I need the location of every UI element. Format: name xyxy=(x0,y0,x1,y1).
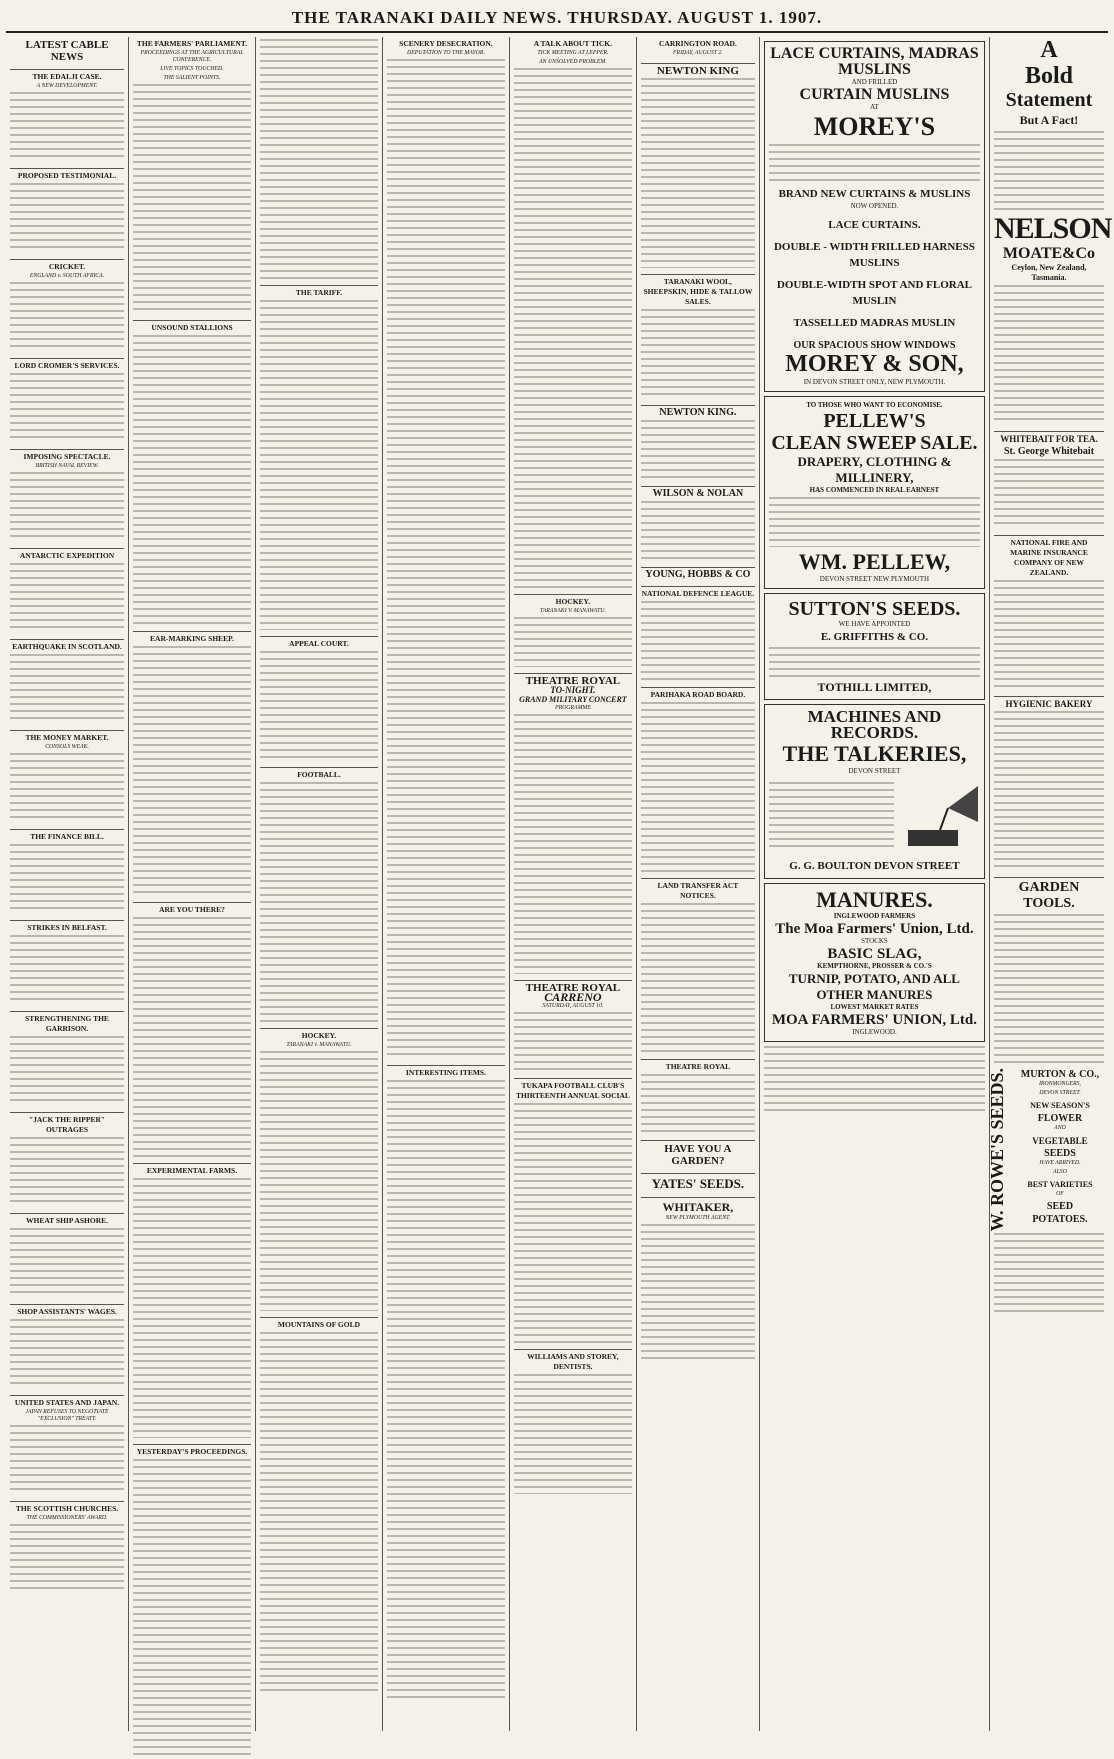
cable-body xyxy=(10,472,124,542)
notice-body xyxy=(641,420,755,480)
ad-heading: BRAND NEW CURTAINS & MUSLINS xyxy=(778,188,971,200)
columns xyxy=(6,37,1112,1731)
article-subtitle: FRIDAY, AUGUST 2. xyxy=(672,50,723,56)
article-subtitle: LIVE TOPICS TOUCHED. xyxy=(160,66,224,72)
cable-headline: STRENGTHENING THE GARRISON. xyxy=(10,1011,124,1034)
article-subtitle: AN UNSOLVED PROBLEM. xyxy=(539,59,607,65)
article-subtitle: CARRENO xyxy=(544,990,602,1004)
ad-shop-name: MOREY'S xyxy=(813,112,936,141)
ad-heading: NEW SEASON'S xyxy=(1030,1101,1090,1110)
cable-body xyxy=(10,183,124,253)
ad-heading: DRAPERY, CLOTHING & MILLINERY, xyxy=(797,454,952,485)
ad-line: DOUBLE - WIDTH FRILLED HARNESS MUSLINS xyxy=(773,241,975,269)
ad-heading: CLEAN SWEEP SALE. xyxy=(771,432,978,454)
section-heading: SCENERY DESECRATION. xyxy=(399,39,493,48)
cable-body xyxy=(10,654,124,724)
article-body xyxy=(260,782,378,1022)
cable-body xyxy=(10,92,124,162)
cable-body xyxy=(10,1425,124,1495)
cable-subheadline: THE COMMISSIONERS' AWARD. xyxy=(26,1515,108,1521)
notice-body xyxy=(641,309,755,399)
cable-headline: EARTHQUAKE IN SCOTLAND. xyxy=(10,639,124,652)
ad-firm-name: WM. PELLEW, xyxy=(798,549,951,574)
ad-heading: SUTTON'S SEEDS. xyxy=(788,598,961,620)
section-heading: YOUNG, HOBBS & CO xyxy=(641,567,755,580)
ad-firm-name: MOA FARMERS' UNION, Ltd. xyxy=(771,1012,978,1028)
ad-address: IN DEVON STREET ONLY, NEW PLYMOUTH. xyxy=(803,378,946,386)
notice-body xyxy=(641,601,755,681)
ad-subtext: Ceylon, New Zealand, Tasmania. xyxy=(1011,263,1087,282)
article-subtitle: NEW PLYMOUTH AGENT. xyxy=(665,1215,731,1221)
article-subtitle: SATURDAY, AUGUST 10. xyxy=(542,1003,604,1009)
section-heading: THEATRE ROYAL xyxy=(641,1059,755,1072)
classified-ads xyxy=(994,285,1104,425)
article-subtitle: TARANAKI V. MANAWATU. xyxy=(539,608,606,614)
article-title: THE FARMERS' PARLIAMENT. xyxy=(136,39,248,48)
column-tariff xyxy=(256,37,383,1731)
cable-subheadline: JAPAN REFUSES TO NEGOTIATE "EXCLUSION" TREATY. xyxy=(25,1409,109,1422)
nelson-logo: NELSON xyxy=(993,212,1112,245)
article-body xyxy=(260,300,378,630)
article-body xyxy=(133,1459,251,1759)
section-heading: NEWTON KING xyxy=(641,63,755,76)
ad-firm-name: E. GRIFFITHS & CO. xyxy=(820,631,929,643)
ad-subtext: HAVE ARRIVED. xyxy=(1039,1160,1081,1166)
ad-line: KEMPTHORNE, PROSSER & CO.'S xyxy=(817,962,932,970)
ad-subtext: OF xyxy=(1056,1191,1064,1197)
ad-line: LACE CURTAINS. xyxy=(828,219,921,231)
ad-line: BASIC SLAG, xyxy=(827,946,922,962)
cable-body xyxy=(10,935,124,1005)
ad-subtext: TO THOSE WHO WANT TO ECONOMISE. xyxy=(806,401,943,409)
cable-headline: LORD CROMER'S SERVICES. xyxy=(10,358,124,371)
section-heading: NATIONAL DEFENCE LEAGUE. xyxy=(641,586,755,599)
cable-news-items xyxy=(10,69,124,1594)
ad-subtext: IRONMONGERS, xyxy=(1038,1081,1081,1087)
column-sales-notices xyxy=(637,37,760,1731)
article-body xyxy=(514,1103,632,1343)
article-subtitle: GRAND MILITARY CONCERT xyxy=(519,695,627,704)
cable-news-title: LATEST CABLE NEWS xyxy=(25,39,109,63)
section-heading: TARANAKI WOOL, SHEEPSKIN, HIDE & TALLOW SALES. xyxy=(641,274,755,307)
section-heading: HOCKEY. xyxy=(514,594,632,607)
article-subtitle: THE SALIENT POINTS. xyxy=(163,75,221,81)
cable-body xyxy=(10,1137,124,1207)
ad-line: TURNIP, POTATO, AND ALL OTHER MANURES xyxy=(788,971,960,1002)
cable-subheadline: CONSOLS WEAK. xyxy=(45,744,89,750)
ad-firm-name: The Moa Farmers' Union, Ltd. xyxy=(775,921,974,937)
cable-body xyxy=(10,563,124,633)
ad-line: TASSELLED MADRAS MUSLIN xyxy=(793,317,956,329)
column-farmers-parliament xyxy=(129,37,256,1731)
ad-heading: LACE CURTAINS, MADRAS MUSLINS xyxy=(770,45,979,78)
ad-agent: TOTHILL LIMITED, xyxy=(817,680,932,694)
ad-letter: A xyxy=(1040,37,1058,63)
talkeries-advert xyxy=(764,704,985,879)
article-body xyxy=(133,1178,251,1438)
section-heading: WHITAKER, xyxy=(641,1197,755,1214)
article-subtitle: TO-NIGHT. xyxy=(550,685,596,695)
cable-headline: IMPOSING SPECTACLE. xyxy=(10,449,124,462)
cable-headline: CRICKET. xyxy=(10,259,124,272)
cable-headline: UNITED STATES AND JAPAN. xyxy=(10,1395,124,1408)
cable-body xyxy=(10,1228,124,1298)
cable-body xyxy=(10,373,124,443)
ad-subtext: AT xyxy=(870,103,879,111)
ad-subtext: DEVON STREET. xyxy=(1039,1090,1081,1096)
ad-subtext: NOW OPENED. xyxy=(850,202,899,210)
ad-heading: SEEDS xyxy=(1044,1148,1076,1159)
ad-vertical-title: W. ROWE'S SEEDS. xyxy=(986,1068,1007,1232)
ad-body xyxy=(994,1233,1104,1313)
section-heading: APPEAL COURT. xyxy=(260,636,378,649)
column-advertisements xyxy=(760,37,990,1731)
ad-body xyxy=(994,459,1104,529)
ad-body xyxy=(769,782,894,852)
gramophone-icon xyxy=(900,782,980,852)
ad-heading: CURTAIN MUSLINS xyxy=(799,86,950,103)
article-body xyxy=(260,651,378,761)
article-body xyxy=(514,1012,632,1072)
section-heading: NEWTON KING. xyxy=(641,405,755,418)
cable-subheadline: ENGLAND v. SOUTH AFRICA. xyxy=(29,273,105,279)
article-body xyxy=(387,59,505,1059)
cable-headline: THE FINANCE BILL. xyxy=(10,829,124,842)
pellew-advert xyxy=(764,396,985,589)
section-heading: WHITEBAIT FOR TEA. xyxy=(994,431,1104,444)
cable-headline: THE EDALJI CASE. xyxy=(10,69,124,82)
article-body xyxy=(514,68,632,588)
cable-headline: PROPOSED TESTIMONIAL. xyxy=(10,168,124,181)
notice-body xyxy=(641,78,755,268)
ad-line: LOWEST MARKET RATES xyxy=(830,1003,919,1011)
section-heading: UNSOUND STALLIONS xyxy=(133,320,251,333)
cable-headline: SHOP ASSISTANTS' WAGES. xyxy=(10,1304,124,1317)
notice-body xyxy=(641,903,755,1053)
section-heading: MOUNTAINS OF GOLD xyxy=(260,1317,378,1330)
ad-firm-name: G. G. BOULTON DEVON STREET xyxy=(789,860,960,872)
cable-body xyxy=(10,1036,124,1106)
article-subtitle: PROGRAMME xyxy=(555,705,591,711)
notice-body xyxy=(641,1224,755,1364)
article-body xyxy=(133,84,251,314)
ad-body xyxy=(769,497,980,547)
article-subtitle: PROCEEDINGS AT THE AGRICULTURAL CONFERENCE. xyxy=(140,50,244,63)
section-heading: HAVE YOU A GARDEN? xyxy=(641,1140,755,1167)
cable-body xyxy=(10,753,124,823)
ad-body xyxy=(994,131,1104,211)
ad-body xyxy=(994,711,1104,871)
rowe-seeds-advert xyxy=(986,1068,1104,1232)
ad-firm-name: MOREY & SON, xyxy=(785,351,964,377)
section-heading: YATES' SEEDS. xyxy=(641,1173,755,1191)
section-heading: PARIHAKA ROAD BOARD. xyxy=(641,687,755,700)
column-cable-news xyxy=(6,37,129,1731)
ad-body xyxy=(994,914,1104,1064)
article-body xyxy=(133,646,251,896)
classified-ads xyxy=(764,1046,985,1116)
section-heading: YESTERDAY'S PROCEEDINGS. xyxy=(133,1444,251,1457)
ad-address: DEVON STREET xyxy=(848,767,901,775)
section-heading: ARE YOU THERE? xyxy=(133,902,251,915)
ad-subtext: HAS COMMENCED IN REAL EARNEST xyxy=(809,486,940,494)
section-heading: NATIONAL FIRE AND MARINE INSURANCE COMPANY OF NEW ZEALAND. xyxy=(994,535,1104,578)
ad-heading: PELLEW'S xyxy=(823,410,926,432)
section-heading: FOOTBALL. xyxy=(260,767,378,780)
section-heading: St. George Whitebait xyxy=(1003,446,1095,457)
section-heading: TUKAPA FOOTBALL CLUB'S THIRTEENTH ANNUAL SOCIAL xyxy=(514,1078,632,1101)
ad-line: DOUBLE-WIDTH SPOT AND FLORAL MUSLIN xyxy=(776,279,972,307)
ad-content xyxy=(769,780,980,854)
ad-address: DEVON STREET NEW PLYMOUTH xyxy=(819,575,930,583)
cable-headline: "JACK THE RIPPER" OUTRAGES xyxy=(10,1112,124,1135)
section-heading: THEATRE ROYAL xyxy=(514,980,632,993)
cable-subheadline: A NEW DEVELOPMENT. xyxy=(36,83,98,89)
ad-content xyxy=(1016,1068,1104,1231)
ad-heading: THE TALKERIES, xyxy=(782,741,967,766)
section-heading: EXPERIMENTAL FARMS. xyxy=(133,1163,251,1176)
article-body xyxy=(514,617,632,667)
section-heading: EAR-MARKING SHEEP. xyxy=(133,631,251,644)
article-body xyxy=(260,1332,378,1692)
column-right-ads xyxy=(986,37,1112,1731)
cable-body xyxy=(10,282,124,352)
section-heading: HYGIENIC BAKERY xyxy=(994,696,1104,709)
section-heading: LAND TRANSFER ACT NOTICES. xyxy=(641,878,755,901)
ad-subtext: STOCKS xyxy=(861,937,888,945)
notice-body xyxy=(641,702,755,872)
cable-body xyxy=(10,1524,124,1594)
ad-body xyxy=(769,144,980,184)
ad-subtext: AND xyxy=(1054,1125,1066,1131)
section-heading: WILLIAMS AND STOREY, DENTISTS. xyxy=(514,1349,632,1372)
ad-subtext: INGLEWOOD FARMERS xyxy=(833,912,916,920)
article-subtitle: TICK MEETING AT LEPPER. xyxy=(537,50,609,56)
ad-heading: MANURES. xyxy=(816,887,933,912)
cable-headline: STRIKES IN BELFAST. xyxy=(10,920,124,933)
ad-subtext: WE HAVE APPOINTED xyxy=(838,620,911,628)
section-heading: GARDEN TOOLS. xyxy=(994,877,1104,912)
ad-heading: Bold xyxy=(1024,63,1073,89)
ad-heading: Statement xyxy=(1005,89,1093,111)
ad-heading: FLOWER xyxy=(1037,1113,1083,1124)
ad-subtext: AND FRILLED xyxy=(851,78,898,86)
section-heading: THE TARIFF. xyxy=(260,285,378,298)
cable-headline: WHEAT SHIP ASHORE. xyxy=(10,1213,124,1226)
moate-logo: MOATE&Co xyxy=(1002,245,1096,262)
article-body xyxy=(514,1374,632,1494)
notice-body xyxy=(641,501,755,561)
section-heading: THEATRE ROYAL xyxy=(514,673,632,686)
morey-advert xyxy=(764,41,985,392)
article-body xyxy=(260,1051,378,1311)
section-heading: CARRINGTON ROAD. xyxy=(659,39,737,48)
ad-heading: POTATOES. xyxy=(1032,1214,1088,1225)
article-body xyxy=(514,714,632,974)
notice-body xyxy=(641,1074,755,1134)
article-body xyxy=(133,335,251,625)
suttons-advert xyxy=(764,593,985,700)
ad-heading: SEED xyxy=(1046,1201,1074,1212)
cable-headline: THE SCOTTISH CHURCHES. xyxy=(10,1501,124,1514)
manures-advert xyxy=(764,883,985,1042)
column-tick-notices xyxy=(510,37,637,1731)
column-scenery xyxy=(383,37,510,1731)
section-heading: WILSON & NOLAN xyxy=(641,486,755,499)
ad-body xyxy=(994,580,1104,690)
section-heading: A TALK ABOUT TICK. xyxy=(533,39,613,48)
cable-body xyxy=(10,844,124,914)
cable-headline: THE MONEY MARKET. xyxy=(10,730,124,743)
cable-headline: ANTARCTIC EXPEDITION xyxy=(10,548,124,561)
ad-heading: VEGETABLE xyxy=(1032,1136,1088,1146)
article-body xyxy=(387,1080,505,1700)
ad-subtext: OUR SPACIOUS SHOW WINDOWS xyxy=(793,340,956,351)
ad-body xyxy=(769,647,980,677)
ad-address: INGLEWOOD. xyxy=(852,1028,897,1036)
cable-subheadline: BRITISH NAVAL REVIEW. xyxy=(35,463,99,469)
ad-lines xyxy=(769,217,980,331)
section-heading: INTERESTING ITEMS. xyxy=(387,1065,505,1078)
cable-body xyxy=(10,1319,124,1389)
ad-heading: MURTON & CO., xyxy=(1020,1069,1100,1080)
ad-subtext: ALSO xyxy=(1053,1169,1067,1175)
article-subtitle: TARANAKI v. MANAWATU. xyxy=(286,1042,352,1048)
ad-heading: BEST VARIETIES xyxy=(1027,1180,1093,1189)
ad-heading: But A Fact! xyxy=(1019,113,1079,127)
section-heading: HOCKEY. xyxy=(260,1028,378,1041)
article-subtitle: DEPUTATION TO THE MAYOR. xyxy=(407,50,485,56)
ad-heading: MACHINES AND RECORDS. xyxy=(807,707,942,742)
article-body xyxy=(133,917,251,1157)
article-body xyxy=(260,39,378,279)
masthead: THE TARANAKI DAILY NEWS. THURSDAY. AUGUST 1. 1907. xyxy=(6,8,1108,33)
